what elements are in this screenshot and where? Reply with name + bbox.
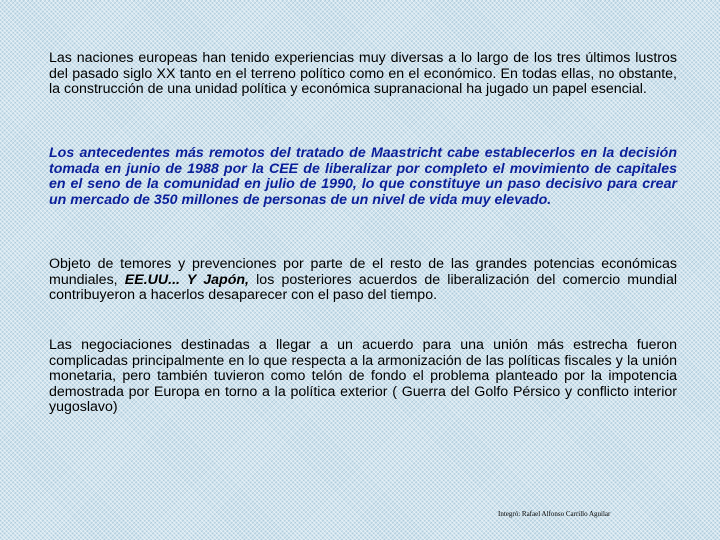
paragraph-maastricht: Los antecedentes más remotos del tratado de Maastricht cabe establecerlos en la decisión tomada en junio de 1988 por la CEE de liberalizar por completo el movimiento de capitales en el seno de la comunidad en julio de 1990, lo que constituye un paso decisivo para crear un mercado de 350 millones de personas de un nivel de vida muy elevado. bbox=[49, 145, 677, 208]
paragraph-powers-end: los posteriores acuerdos de liberalización del comercio mundial contribuyeron a hacerlos desaparecer con el paso del tiempo. bbox=[49, 271, 677, 303]
paragraph-intro: Las naciones europeas han tenido experiencias muy diversas a lo largo de los tres últimos lustros del pasado siglo XX tanto en el terreno político como en el económico. En todas ellas, no obstante, la construcción de una unidad política y económica supranacional ha jugado un papel esencial. bbox=[49, 50, 677, 97]
paragraph-negotiations: Las negociaciones destinadas a llegar a un acuerdo para una unión más estrecha fueron complicadas principalmente en lo que respecta a la armonización de las políticas fiscales y la unión monetaria, pero también tuvieron como telón de fondo el problema planteado por la impotencia demostrada por Europa en torno a la política exterior ( Guerra del Golfo Pérsico y conflicto interior yugoslavo) bbox=[49, 337, 677, 415]
paragraph-powers-start: Objeto de temores y prevenciones por parte de el resto de las grandes potencias económicas mundiales, bbox=[49, 256, 677, 288]
paragraph-powers-emphasis: EE.UU... Y Japón, bbox=[124, 271, 249, 288]
paragraph-powers bbox=[49, 257, 677, 304]
author-credit: Integró: Rafael Alfonso Carrillo Aguilar bbox=[498, 510, 611, 518]
